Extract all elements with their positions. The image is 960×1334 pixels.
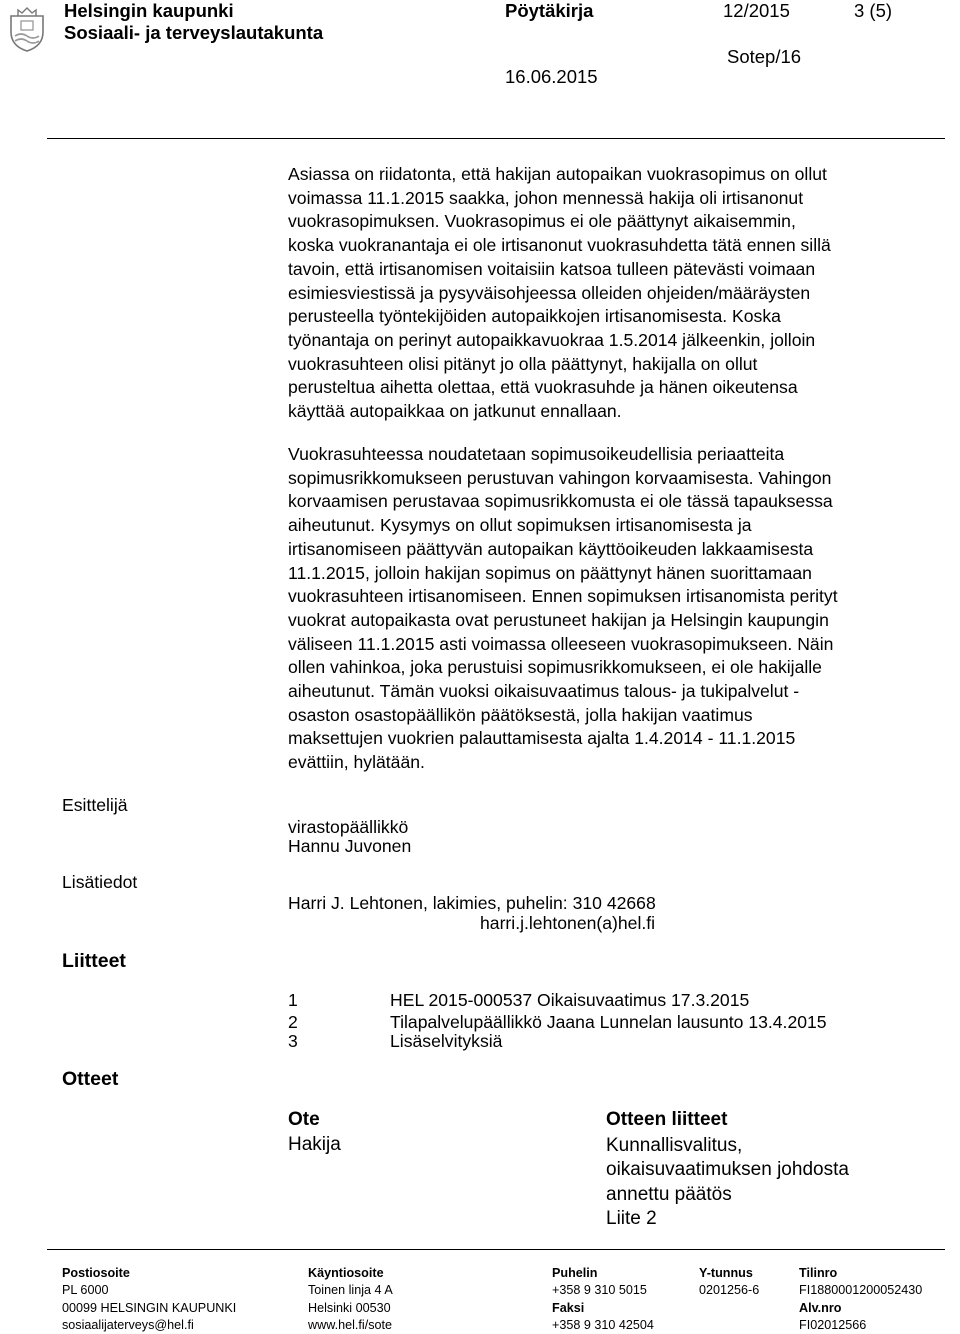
header-divider xyxy=(47,138,945,139)
paragraph-line: väliseen 11.1.2015 asti voimassa olleeseen vuokrasopimukseen. Näin xyxy=(288,633,834,654)
paragraph-line: työnantaja on perinyt autopaikkavuokraa 1.5.2014 jälkeenkin, jolloin xyxy=(288,329,816,350)
attachment-number: 1 xyxy=(288,990,298,1010)
paragraph-line: perusteella työntekijöiden autopaikkojen irtisanomisesta. Koska xyxy=(288,306,781,327)
footer-line: FI1880001200052430 xyxy=(799,1283,923,1298)
paragraph-line: tavoin, että irtisanomisen voitaisiin katsoa tulleen pätevästi voimaan xyxy=(288,258,816,279)
paragraph-line: irtisanomiseen päättyvän autopaikan käyttöoikeuden lakkaamisesta xyxy=(288,538,814,559)
footer-email[interactable]: sosiaalijaterveys@hel.fi xyxy=(62,1317,194,1332)
paragraph-line: aiheutunut. Tämän vuoksi oikaisuvaatimus talous- ja tukipalvelut - xyxy=(288,681,800,702)
paragraph-1 xyxy=(288,163,948,424)
footer-line: Helsinki 00530 xyxy=(308,1300,391,1315)
footer-heading: Postiosoite xyxy=(62,1266,130,1280)
footer-heading: Alv.nro xyxy=(799,1300,842,1315)
footer-heading: Käyntiosoite xyxy=(308,1266,384,1280)
info-label: Lisätiedot xyxy=(62,872,138,892)
footer-line: PL 6000 xyxy=(62,1283,109,1298)
footer-line: +358 9 310 42504 xyxy=(552,1317,654,1332)
paragraph-line: korvaamisen perustavaa sopimusrikkomusta ei ole tässä tapauksessa xyxy=(288,491,833,512)
paragraph-line: aiheutunut. Kysymys on ollut sopimuksen irtisanomisesta ja xyxy=(288,515,752,536)
extract-attachment-line: Kunnallisvalitus, xyxy=(606,1135,743,1156)
paragraph-line: evättiin, hylätään. xyxy=(288,752,425,773)
footer-line: 00099 HELSINGIN KAUPUNKI xyxy=(62,1300,237,1315)
paragraph-line: koska vuokranantaja ei ole irtisanonut vuokrasuhdetta tätä ennen sillä xyxy=(288,235,831,256)
footer-line: +358 9 310 5015 xyxy=(552,1283,647,1298)
paragraph-line: voimassa 11.1.2015 saakka, johon mennessä hakija oli irtisanonut xyxy=(288,187,804,208)
footer-phone xyxy=(552,1265,654,1334)
footer-website[interactable]: www.hel.fi/sote xyxy=(308,1317,392,1332)
document-type: Pöytäkirja xyxy=(505,0,594,21)
attachment-item: HEL 2015-000537 Oikaisuvaatimus 17.3.2015 xyxy=(390,990,750,1010)
extracts-label: Otteet xyxy=(62,1068,119,1090)
paragraph-line: vuokrat autopaikasta ovat perustuneet hakijan ja Helsingin kaupungin xyxy=(288,609,829,630)
paragraph-line: Vuokrasuhteessa noudatetaan sopimusoikeudellisia periaatteita xyxy=(288,444,785,464)
paragraph-line: perusteltua aihetta olettaa, että vuokrasuhde ja hänen oikeutensa xyxy=(288,377,798,398)
paragraph-line: ollen vahinkoa, joka perustuisi sopimusrikkomukseen, ei ole hakijalle xyxy=(288,657,822,678)
paragraph-line: vuokrasuhteen olisi pitänyt jo olla päättynyt, hakijalla on ollut xyxy=(288,353,758,374)
extract-attachments-list xyxy=(606,1134,849,1231)
footer-account xyxy=(799,1265,922,1334)
footer-heading: Faksi xyxy=(552,1300,585,1315)
extract-heading: Ote xyxy=(288,1109,320,1130)
attachment-number: 2 xyxy=(288,1012,298,1032)
footer-heading: Y-tunnus xyxy=(699,1266,753,1280)
paragraph-line: vuokrasuhteen irtisanomiseen. Ennen sopimuksen irtisanomista perityt xyxy=(288,586,838,607)
paragraph-line: vuokrasopimuksen. Vuokrasopimus ei ole päättynyt aikaisemmin, xyxy=(288,211,796,232)
extract-attachment-line: Liite 2 xyxy=(606,1207,657,1229)
info-contact: Harri J. Lehtonen, lakimies, puhelin: 310 42668 xyxy=(288,893,656,913)
footer-line: FI02012566 xyxy=(799,1317,867,1332)
footer-postal xyxy=(62,1265,236,1334)
board-name: Sosiaali- ja terveyslautakunta xyxy=(64,22,324,43)
paragraph-line: esimiesviestissä ja pysyväisohjeessa olleiden ohjeiden/määräysten xyxy=(288,282,811,303)
footer-line: Toinen linja 4 A xyxy=(308,1283,393,1298)
info-email: harri.j.lehtonen(a)hel.fi xyxy=(480,913,656,933)
meeting-date: 16.06.2015 xyxy=(505,66,598,87)
paragraph-line: Asiassa on riidatonta, että hakijan autopaikan vuokrasopimus on ollut xyxy=(288,164,827,184)
attachment-item: Lisäselvityksiä xyxy=(390,1031,503,1051)
footer-line: 0201256-6 xyxy=(699,1283,760,1298)
attachments-label: Liitteet xyxy=(62,950,126,972)
paragraph-2 xyxy=(288,443,948,775)
footer-visiting xyxy=(308,1265,393,1334)
presenter-name: Hannu Juvonen xyxy=(288,836,412,856)
presenter-label: Esittelijä xyxy=(62,795,128,815)
paragraph-line: maksettujen vuokrien palauttamisesta ajalta 1.4.2014 - 11.1.2015 xyxy=(288,728,796,749)
extract-attachment-line: oikaisuvaatimuksen johdosta xyxy=(606,1159,849,1181)
paragraph-line: käyttää autopaikkaa on jatkunut ennallaan. xyxy=(288,401,622,422)
footer-heading: Puhelin xyxy=(552,1266,598,1280)
attachment-item: Tilapalvelupäällikkö Jaana Lunnelan lausunto 13.4.2015 xyxy=(390,1012,827,1032)
org-name: Helsingin kaupunki xyxy=(64,0,234,21)
attachment-number: 3 xyxy=(288,1031,298,1051)
extract-attachments-heading: Otteen liitteet xyxy=(606,1109,728,1130)
footer-divider xyxy=(47,1249,945,1250)
extract-recipient: Hakija xyxy=(288,1134,341,1155)
document-number: 12/2015 xyxy=(723,0,790,21)
case-id: Sotep/16 xyxy=(727,46,802,67)
page-number: 3 (5) xyxy=(854,0,893,21)
extract-attachment-line: annettu päätös xyxy=(606,1183,732,1205)
paragraph-line: osaston osastopäällikön päätöksestä, jolla hakijan vaatimus xyxy=(288,704,753,725)
footer xyxy=(62,1265,942,1331)
footer-heading: Tilinro xyxy=(799,1266,838,1280)
paragraph-line: 11.1.2015, jolloin hakijan sopimus on päättynyt hänen suorittamaan xyxy=(288,562,812,583)
city-crest-logo xyxy=(8,6,46,52)
paragraph-line: sopimusrikkomukseen perustuvan vahingon korvaamisesta. Vahingon xyxy=(288,467,832,488)
footer-business-id xyxy=(699,1265,759,1300)
presenter-title: virastopäällikkö xyxy=(288,817,409,837)
